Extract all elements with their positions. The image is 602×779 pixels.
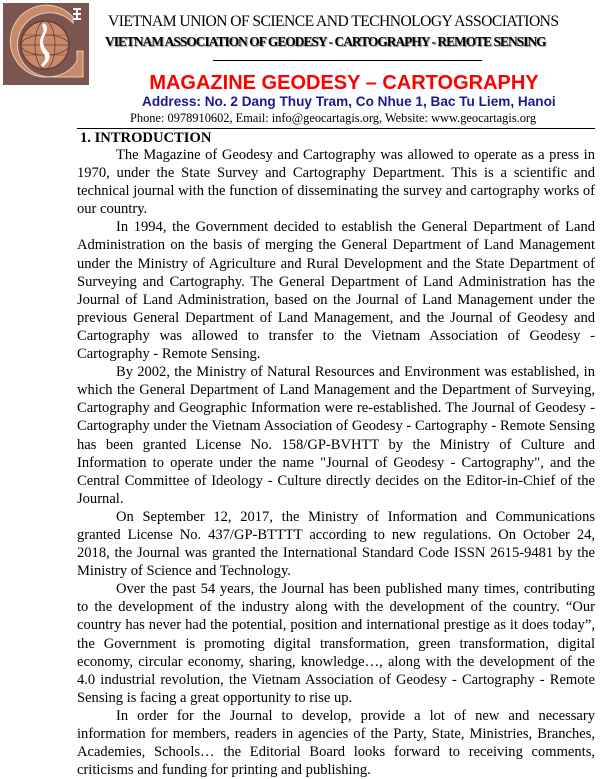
section-heading: 1. INTRODUCTION — [80, 130, 212, 146]
paragraph: In order for the Journal to develop, provide a lot of new and necessary information for members, readers in agencies of the Party, State, Ministries, Branches, Academies, Schools… the Editorial Board looks forward to receiving comments, criticisms and funding for printing and publishing. — [77, 707, 595, 779]
magazine-title: MAGAZINE GEODESY – CARTOGRAPHY — [149, 72, 539, 94]
association-name: VIETNAM ASSOCIATION OF GEODESY - CARTOGRAPHY - REMOTE SENSING — [105, 34, 546, 49]
paragraph: In 1994, the Government decided to establish the General Department of Land Administration on the basis of merging the General Department of Land Management under the Ministry of Agriculture and Rural Development and the State Department of Surveying and Cartography. The General Department of Land Administration has the Journal of Land Administration, based on the Journal of Land Management under the previous General Department of Land Management, and the Journal of Geodesy and Cartography was allowed to transfer to the Vietnam Association of Geodesy - Cartography - Remote Sensing. — [77, 219, 595, 363]
paragraph: The Magazine of Geodesy and Cartography was allowed to operate as a press in 1970, under the State Survey and Cartography Department. This is a scientific and technical journal with the function of disseminating the survey and cartography works of our country. — [77, 147, 595, 218]
header-divider-short — [213, 60, 482, 61]
paragraph: By 2002, the Ministry of Natural Resources and Environment was established, in which the General Department of Land Management and the Department of Surveying, Cartography and Geographic Information were re-established. The Journal of Geodesy - Cartography under the Vietnam Association of Geodesy - Cartography - Remote Sensing has been granted License No. 158/GP-BVHTT by the Ministry of Culture and Information to operate under the name "Journal of Geodesy - Cartography", and the Central Committee of Ideology - Culture directly decides on the Editor-in-Chief of the Journal. — [77, 364, 595, 507]
paragraph: On September 12, 2017, the Ministry of Information and Communications granted License No. 437/GP-BTTTT according to new regulations. On October 24, 2018, the Journal was granted the International Standard Code ISSN 2615-9481 by the Ministry of Science and Technology. — [77, 508, 595, 580]
paragraph: Over the past 54 years, the Journal has been published many times, contributing to the development of the industry along with the development of the country. “Our country has never had the potential, position and international prestige as it does today”, the Government is promoting digital transformation, green transformation, digital economy, circular economy, sharing, knowledge…, along with the development of the 4.0 industrial revolution, the Vietnam Association of Geodesy - Cartography - Remote Sensing is facing a great opportunity to rise up. — [77, 581, 595, 706]
union-name: VIETNAM UNION OF SCIENCE AND TECHNOLOGY ASSOCIATIONS — [108, 13, 559, 30]
contact-line: Phone: 0978910602, Email: info@geocartagis.org, Website: www.geocartagis.org — [130, 111, 537, 125]
header-divider-long — [77, 128, 595, 129]
address-line: Address: No. 2 Dang Thuy Tram, Co Nhue 1, Bac Tu Liem, Hanoi — [142, 94, 556, 109]
article-body — [77, 146, 595, 779]
